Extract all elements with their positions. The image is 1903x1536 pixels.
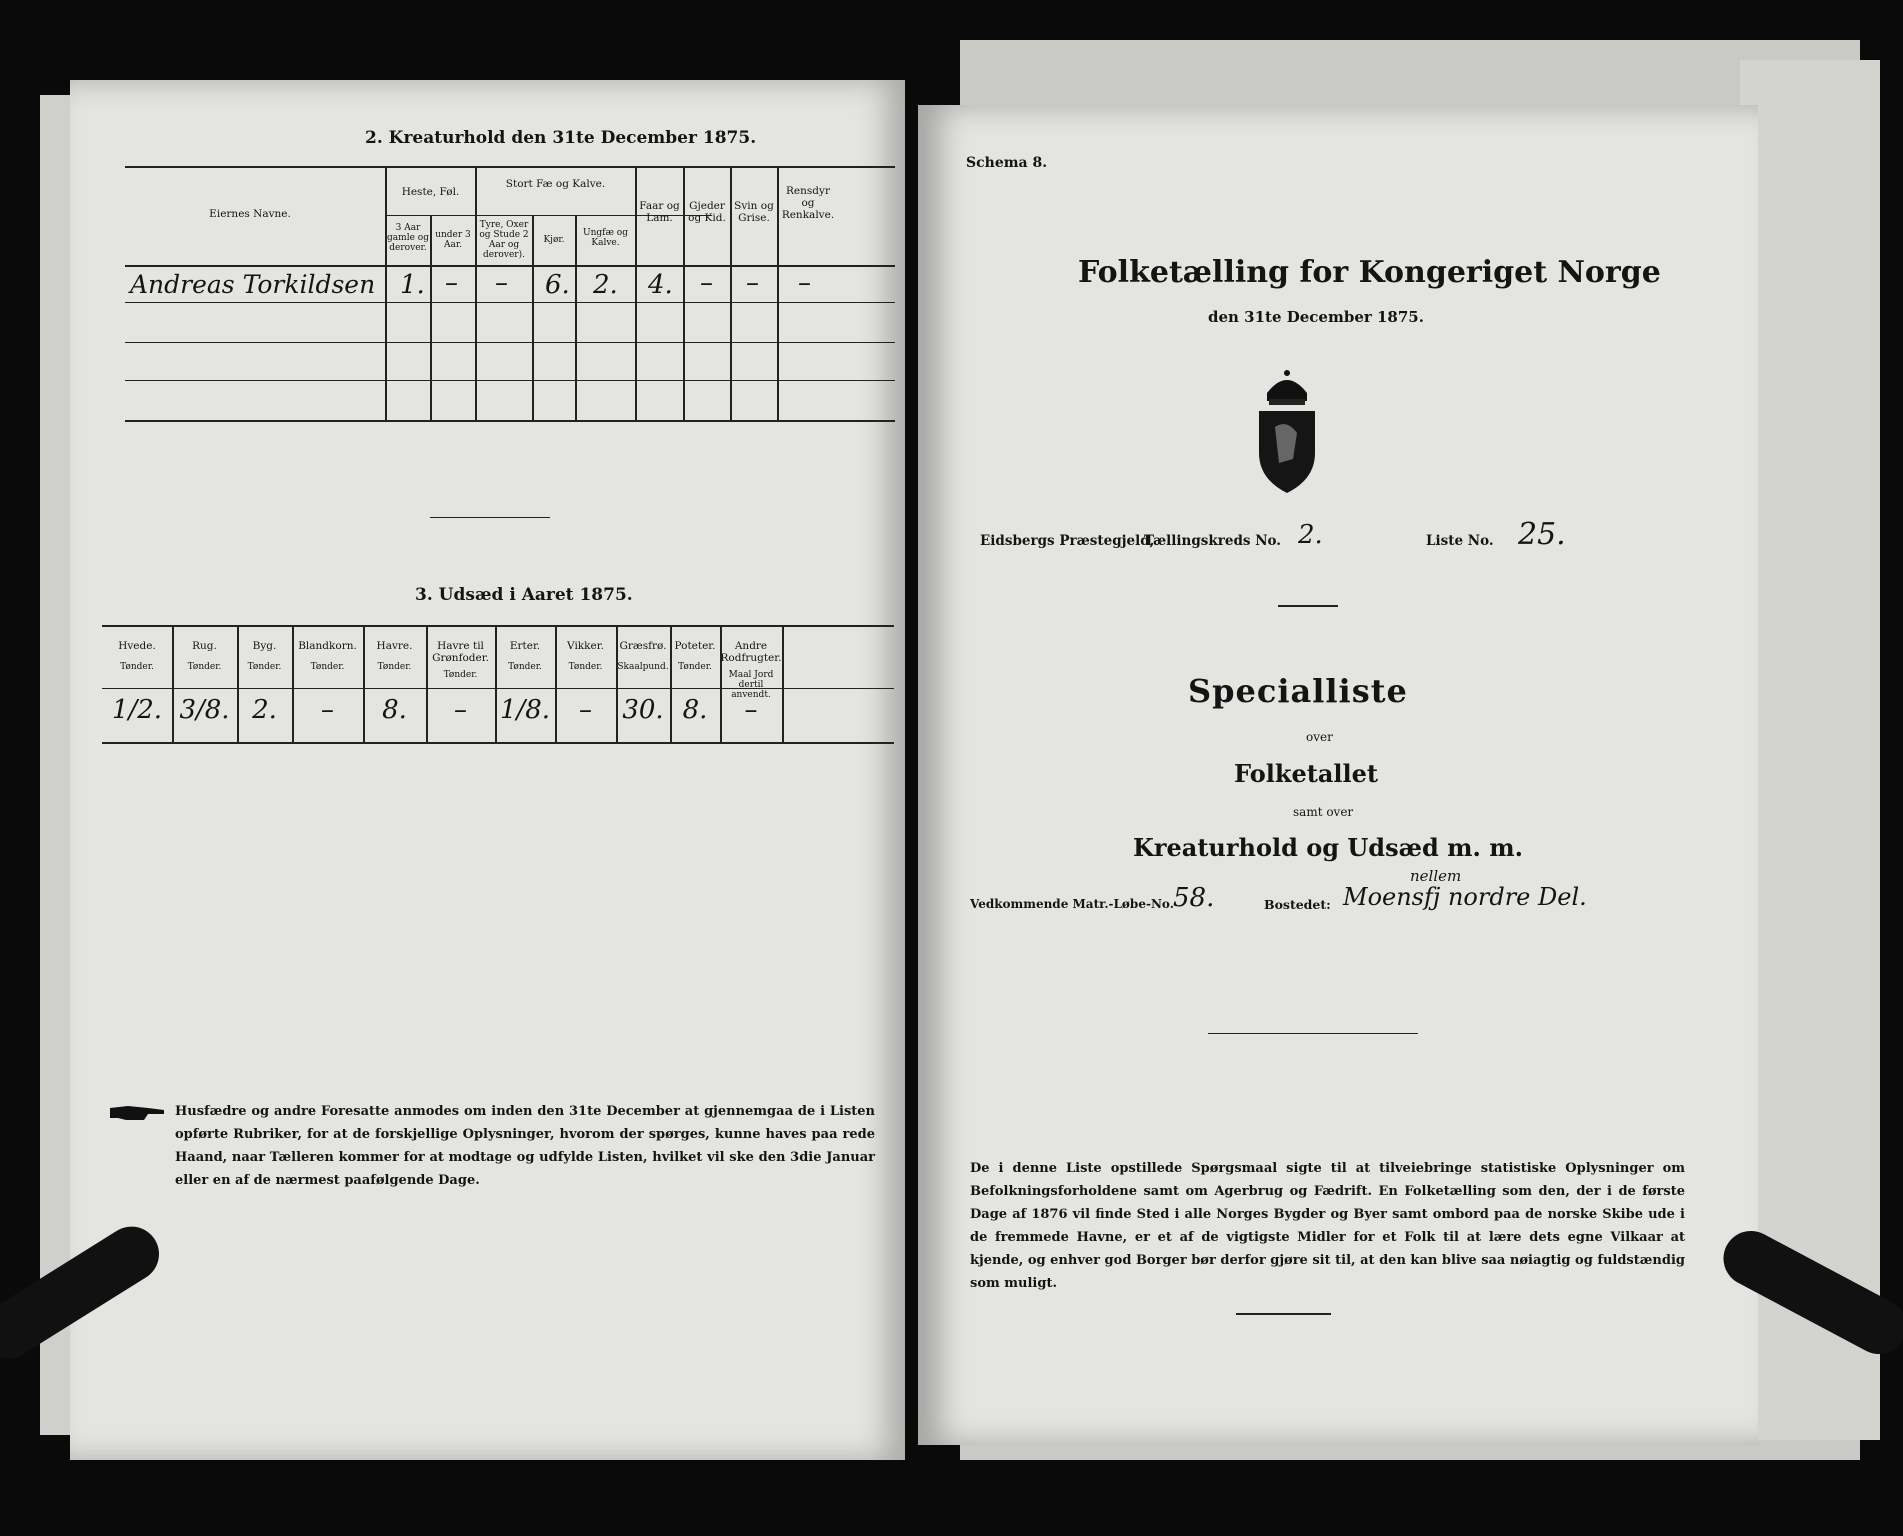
seed-header-4: Havre. (376, 640, 413, 652)
coat-of-arms-icon (1255, 367, 1319, 499)
seed-value-3: – (321, 695, 334, 725)
seed-header-9: Poteter. (674, 640, 716, 652)
header-cattle-bulls: Tyre, Oxer og Stude 2 Aar og derover). (479, 220, 529, 260)
schema-label: Schema 8. (966, 155, 1048, 171)
matr-number: 58. (1173, 883, 1215, 913)
seed-unit-3: Tønder. (310, 662, 345, 672)
seed-unit-10: Maal Jord dertil anvendt. (728, 670, 774, 700)
cell-horses-3plus: 1. (400, 270, 425, 300)
seed-unit-5: Tønder. (443, 670, 478, 680)
cell-horses-under3: – (445, 268, 458, 298)
seed-header-7: Vikker. (567, 640, 604, 652)
list-number: 25. (1518, 517, 1566, 552)
seed-value-5: – (454, 695, 467, 725)
seed-unit-0: Tønder. (120, 662, 154, 672)
header-pigs: Svin og Grise. (734, 200, 774, 224)
cell-pigs: – (746, 268, 759, 298)
header-owner-name: Eiernes Navne. (209, 208, 291, 220)
header-goats: Gjeder og Kid. (688, 200, 726, 224)
header-cattle-cows: Kjør. (543, 235, 565, 245)
seed-value-6: 1/8. (499, 695, 551, 725)
owner-name: Andreas Torkildsen (130, 270, 376, 299)
seed-value-8: 30. (622, 695, 664, 725)
seed-unit-8: Skaalpund. (617, 662, 669, 672)
folketallet-heading: Folketallet (1234, 759, 1378, 788)
header-horses-under3: under 3 Aar. (435, 230, 471, 250)
specialliste-heading: Specialliste (1188, 672, 1408, 710)
census-date: den 31te December 1875. (1208, 308, 1424, 326)
header-cattle: Stort Fæ og Kalve. (505, 178, 606, 190)
divider-2 (1208, 1033, 1418, 1034)
seed-value-7: – (579, 695, 592, 725)
intro-text: De i denne Liste opstillede Spørgsmaal sigte til at tilveiebringe statistiske Oplysninger om Befolkningsforholdene samt om Agerbrug og Fædrift. En Folketælling som den, der i de første Dage af 1876 vil finde Sted i alle Norges Bygder og Byer samt ombord paa de norske Skibe ude i de fremmede Havne, er et af de vigtigste Midler for et Folk til at lære dets egne Vilkaar at kjende, og enhver god Borger bør derfor gjøre sit til, at den kan blive saa nøiagtig og fuldstændig som muligt. (970, 1161, 1685, 1291)
bosted-insert: nellem (1410, 867, 1462, 885)
pointing-hand-icon (108, 1102, 166, 1128)
header-horses-3plus: 3 Aar gamle og derover. (387, 223, 429, 253)
seed-unit-9: Tønder. (678, 662, 712, 672)
parish-label: Eidsbergs Præstegjeld, (980, 533, 1155, 549)
bosted-value: Moensfj nordre Del. (1343, 883, 1587, 911)
seed-unit-4: Tønder. (377, 662, 412, 672)
list-label: Liste No. (1426, 533, 1494, 549)
section2-title: 2. Kreaturhold den 31te December 1875. (365, 128, 757, 148)
seed-value-10: – (744, 695, 758, 725)
divider-short (430, 517, 550, 518)
seed-header-10: Andre Rodfrugter. (720, 640, 782, 664)
cell-cattle-young: 2. (593, 270, 618, 300)
header-cattle-young: Ungfæ og Kalve. (583, 228, 628, 248)
seed-header-2: Byg. (252, 640, 277, 652)
cell-cattle-bulls: – (495, 268, 508, 298)
header-sheep: Faar og Lam. (639, 200, 680, 224)
divider-3 (1236, 1313, 1331, 1315)
seed-value-1: 3/8. (179, 695, 230, 725)
seed-unit-1: Tønder. (187, 662, 222, 672)
seed-header-8: Græsfrø. (619, 640, 667, 652)
cell-goats: – (700, 268, 713, 298)
divider-1 (1278, 605, 1338, 607)
seed-value-0: 1/2. (111, 695, 163, 725)
district-number: 2. (1298, 520, 1323, 550)
over-text: over (1306, 730, 1333, 744)
seed-header-0: Hvede. (118, 640, 156, 652)
seed-value-9: 8. (682, 695, 708, 725)
header-reindeer: Rensdyr og Renkalve. (781, 185, 835, 221)
seed-header-1: Rug. (192, 640, 217, 652)
seed-unit-7: Tønder. (568, 662, 603, 672)
samt-over-text: samt over (1293, 805, 1354, 819)
seed-header-5: Havre til Grønfoder. (432, 640, 489, 664)
census-title: Folketælling for Kongeriget Norge (1078, 255, 1661, 290)
section3-title: 3. Udsæd i Aaret 1875. (415, 585, 633, 605)
cell-sheep: 4. (648, 270, 673, 300)
header-horses: Heste, Føl. (401, 186, 460, 198)
seed-header-6: Erter. (509, 640, 541, 652)
seed-col-divider (782, 625, 784, 742)
seed-value-2: 2. (252, 695, 277, 725)
right-page (918, 105, 1758, 1445)
matr-label: Vedkommende Matr.-Løbe-No. (970, 897, 1174, 911)
seed-value-4: 8. (382, 695, 407, 725)
seed-unit-2: Tønder. (247, 662, 282, 672)
bosted-label: Bostedet: (1264, 897, 1331, 912)
seed-header-3: Blandkorn. (298, 640, 357, 652)
cell-reindeer: – (798, 268, 811, 298)
notice-text: Husfædre og andre Foresatte anmodes om inden den 31te December at gjennemgaa de i Listen opførte Rubriker, for at de forskjellige Oplysninger, hvorom der spørges, kunne haves paa rede Haand, naar Tælleren kommer for at modtage og udfylde Listen, hvilket vil ske den 3die Januar eller en af de nærmest paafølgende Dage. (175, 1104, 875, 1188)
seed-unit-6: Tønder. (508, 662, 542, 672)
kreaturhold-heading: Kreaturhold og Udsæd m. m. (1133, 833, 1523, 862)
cell-cattle-cows: 6. (545, 270, 570, 300)
left-page (70, 80, 905, 1460)
district-label: Tællingskreds No. (1144, 533, 1282, 549)
